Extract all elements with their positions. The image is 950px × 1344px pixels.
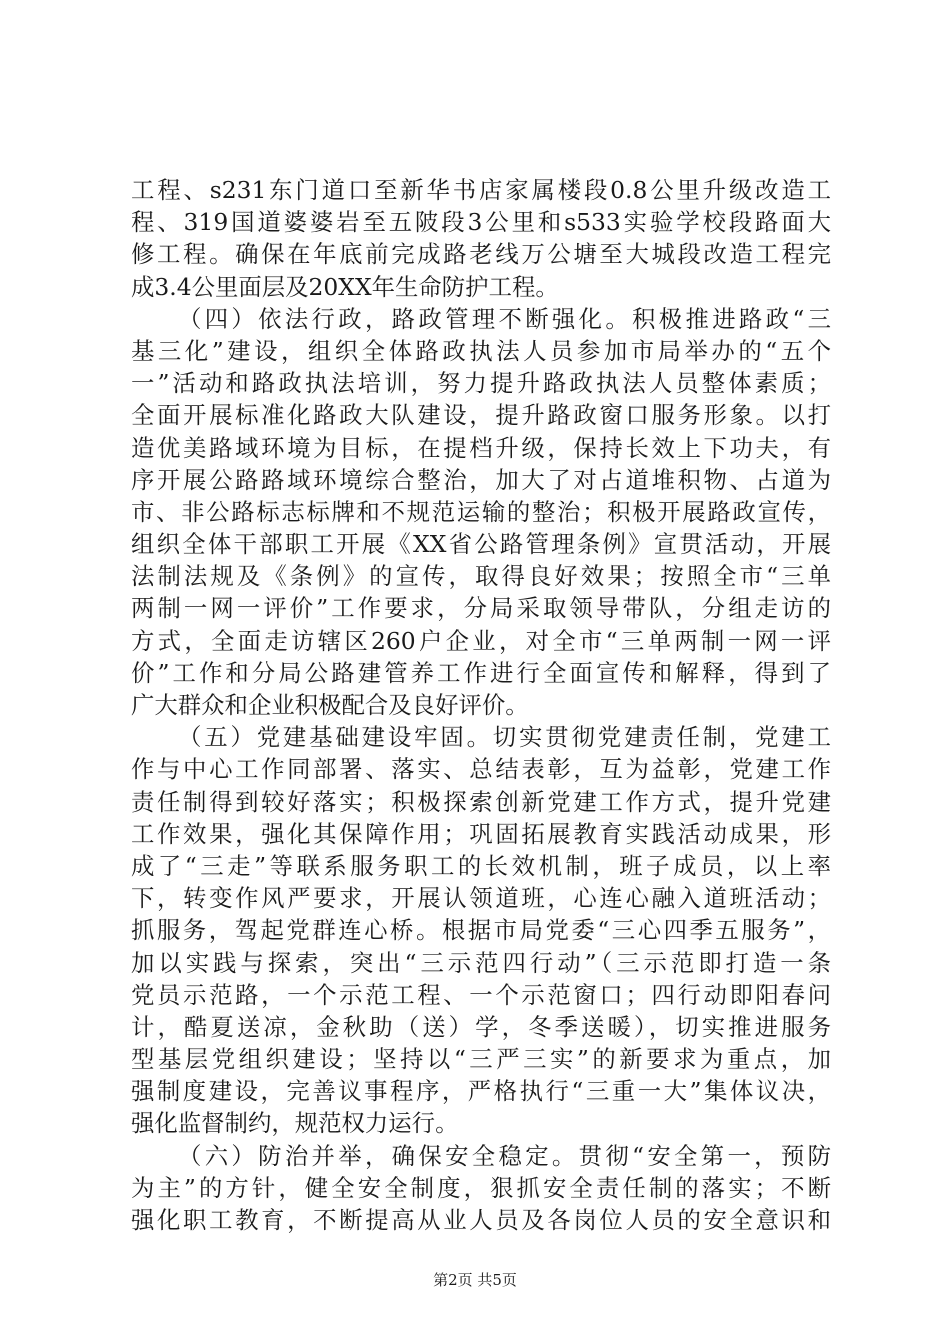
text-line: 作与中心工作同部署、落实、总结表彰，互为益彰，党建工作 [131,755,831,784]
paragraph-start-line: （四）依法行政，路政管理不断强化。积极推进路政“三 [178,304,831,333]
text-line: 成了“三走”等联系服务职工的长效机制，班子成员，以上率 [131,851,831,880]
text-line: 强化职工教育，不断提高从业人员及各岗位人员的安全意识和 [131,1206,831,1234]
text-line: 基三化”建设，组织全体路政执法人员参加市局举办的“五个 [131,336,831,365]
body-text [131,174,831,1236]
text-line: 法制法规及《条例》的宣传，取得良好效果；按照全市“三单 [131,562,831,591]
text-line: 为主”的方针，健全安全制度，狠抓安全责任制的落实；不断 [131,1173,831,1202]
text-line: 工程、s231东门道口至新华书店家属楼段0.8公里升级改造工 [131,176,831,204]
text-line: 型基层党组织建设；坚持以“三严三实”的新要求为重点，加 [131,1045,831,1074]
text-line: 程、319国道婆婆岩至五陂段3公里和s533实验学校段路面大 [131,208,831,237]
text-line: 市、非公路标志标牌和不规范运输的整治；积极开展路政宣传， [131,497,831,526]
text-line: 序开展公路路域环境综合整治，加大了对占道堆积物、占道为 [131,465,831,494]
text-line: 造优美路域环境为目标，在提档升级，保持长效上下功夫，有 [131,433,831,462]
paragraph-start-line: （六）防治并举，确保安全稳定。贯彻“安全第一，预防 [178,1141,831,1170]
text-line: 广大群众和企业积极配合及良好评价。 [131,691,529,719]
text-line: 两制一网一评价”工作要求，分局采取领导带队，分组走访的 [131,594,831,623]
paragraph-start-line: （五）党建基础建设牢固。切实贯彻党建责任制，党建工 [178,723,831,752]
page-number-footer: 第2页 共5页 [433,1271,517,1289]
text-line: 加以实践与探索，突出“三示范四行动”（三示范即打造一条 [131,948,831,977]
text-line: 抓服务，驾起党群连心桥。根据市局党委“三心四季五服务”， [131,916,831,945]
text-line: 方式，全面走访辖区260户企业，对全市“三单两制一网一评 [131,626,831,655]
text-line: 修工程。确保在年底前完成路老线万公塘至大城段改造工程完 [131,240,831,269]
text-line: 下，转变作风严要求，开展认领道班，心连心融入道班活动； [131,884,831,913]
text-line: 党员示范路，一个示范工程、一个示范窗口；四行动即阳春问 [131,980,831,1009]
text-line: 价”工作和分局公路建管养工作进行全面宣传和解释，得到了 [131,658,831,687]
text-line: 强化监督制约，规范权力运行。 [131,1109,459,1138]
text-line: 全面开展标准化路政大队建设，提升路政窗口服务形象。以打 [131,401,831,430]
text-line: 强制度建设，完善议事程序，严格执行“三重一大”集体议决， [131,1077,831,1106]
text-line: 一”活动和路政执法培训，努力提升路政执法人员整体素质； [131,369,831,398]
text-line: 工作效果，强化其保障作用；巩固拓展教育实践活动成果，形 [131,819,831,848]
text-line: 计，酷夏送凉，金秋助（送）学，冬季送暖），切实推进服务 [131,1012,831,1041]
text-line: 责任制得到较好落实；积极探索创新党建工作方式，提升党建 [131,787,831,816]
text-line: 组织全体干部职工开展《XX省公路管理条例》宣贯活动，开展 [131,530,831,559]
text-line: 成3.4公里面层及20XX年生命防护工程。 [131,272,559,301]
